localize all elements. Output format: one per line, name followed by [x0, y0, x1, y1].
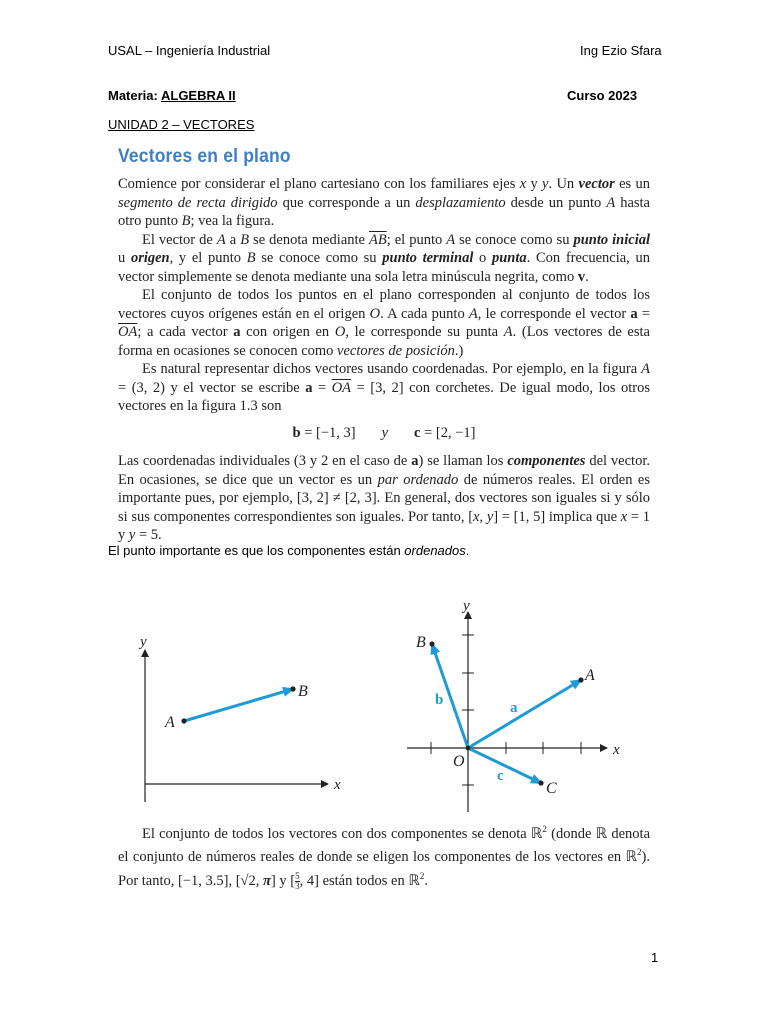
- point-b-label: B: [298, 683, 308, 700]
- paragraph-2: El vector de A a B se denota mediante $\overline{AB}$; el punto A se conoce como su punto inicial u origen, y el punto B se conoce como su punto terminal o punta. Con frecuencia, un vector simplemente se denota mediante una sola letra minúscula negrita, como v.: [118, 231, 651, 285]
- y-axis-label: y: [463, 598, 470, 614]
- y-axis-label: y: [140, 634, 147, 650]
- page-number: 1: [651, 950, 659, 965]
- header-right: Ing Ezio Sfara: [580, 43, 662, 58]
- paragraph-5: Las coordenadas individuales (3 y 2 en el caso de a) se llaman los componentes del vector. En ocasiones, se dice que un vector es un par ordenado de números reales. El orden es importante pues, por ejemplo, [3, 2] ≠ [2, 3]. En general, dos vectores son iguales si y sólo si sus componentes correspondientes son iguales. Por tanto, [x, y] = [1, 5] implica que x = 1 y y = 5.: [118, 453, 650, 543]
- unidad-title: UNIDAD 2 – VECTORES: [108, 117, 255, 132]
- point-c: [538, 780, 543, 785]
- note-line: El punto importante es que los componentes están ordenados.: [108, 543, 470, 558]
- vector-c: [468, 748, 541, 783]
- vector-c-label: c: [497, 768, 504, 784]
- figure-left-vector-ab: [110, 630, 350, 810]
- point-a-label: A: [165, 714, 175, 731]
- curso-label: Curso 2023: [567, 88, 638, 103]
- point-a: [181, 718, 186, 723]
- vector-ab: [184, 689, 293, 721]
- materia-label: Materia:: [108, 88, 161, 103]
- vector-b-label: b: [435, 692, 444, 708]
- vector-a-label: a: [510, 700, 518, 716]
- point-b-label: B: [416, 634, 426, 651]
- equation: b = [−1, 3] y c = [2, −1]: [292, 424, 476, 441]
- fraction-5-3: $\frac{5}{3}$: [295, 870, 300, 891]
- point-c-label: C: [546, 780, 557, 797]
- paragraph-4: Es natural representar dichos vectores usando coordenadas. Por ejemplo, en la figura A = (3, 2) y el vector se escribe $a = \overline{OA} = [3$, 2] con corchetes. De igual modo, los otros vectores en la figura 1.3 son: [118, 361, 650, 414]
- x-axis-label: x: [334, 777, 341, 793]
- section-title: Vectores en el plano: [118, 146, 291, 167]
- header-left: USAL – Ingeniería Industrial: [108, 43, 271, 58]
- paragraph-1: Comience por considerar el plano cartesiano con los familiares ejes x y y. Un vector es un segmento de recta dirigido que corresponde a un desplazamiento desde un punto A hasta otro punto B; vea la figura.: [118, 176, 650, 229]
- point-b: [429, 641, 434, 646]
- materia-value: ALGEBRA II: [160, 88, 236, 103]
- x-axis-label: x: [613, 742, 620, 758]
- origin-point: [466, 746, 471, 751]
- origin-label: O: [453, 753, 465, 770]
- point-a: [578, 677, 583, 682]
- body-text: [118, 175, 650, 545]
- figure-right-position-vectors: [395, 596, 635, 816]
- point-b: [290, 686, 295, 691]
- paragraph-3: El conjunto de todos los puntos en el plano corresponden al conjunto de todos los vectores cuyos orígenes están en el origen O. A cada punto A, le corresponde el vector $a = \overline{OA}$; a cada vector a con origen en O, le corresponde su punta A. (Los vectores de esta forma en ocasiones se conocen como vectores de posición.): [118, 287, 650, 359]
- bottom-paragraph: El conjunto de todos los vectores con dos componentes se denota ℝ$^2$ (donde ℝ denota el conjunto de números reales de donde se eligen los componentes de los vectores en ℝ$^2$). Por tanto, [−1, 3.5], [√2, π] y [ $\frac{5}{3}$ , 4] están todos en ℝ$^2$.: [118, 824, 651, 891]
- vector-a: [468, 680, 581, 748]
- materia-line: [108, 88, 236, 103]
- point-a-label: A: [585, 667, 595, 684]
